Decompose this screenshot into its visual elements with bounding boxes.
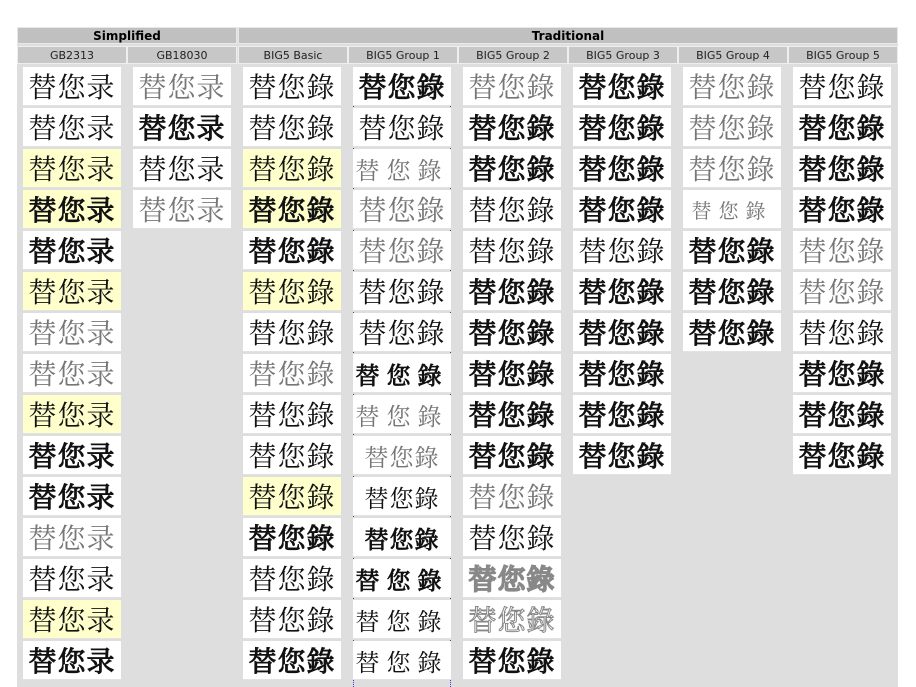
- font-sample[interactable]: 替您錄: [573, 67, 671, 106]
- font-sample[interactable]: 替您錄: [243, 313, 341, 352]
- font-sample[interactable]: 替您錄: [243, 231, 341, 270]
- font-sample[interactable]: 替您錄: [243, 559, 341, 598]
- font-sample[interactable]: 替您錄: [353, 67, 451, 106]
- font-sample[interactable]: 替您录: [23, 272, 121, 311]
- font-sample[interactable]: 替您录: [23, 436, 121, 475]
- font-sample[interactable]: 替您錄: [353, 108, 451, 147]
- font-sample[interactable]: 替您錄: [463, 67, 561, 106]
- font-sample[interactable]: 替您錄: [243, 641, 341, 680]
- font-sample[interactable]: 替您录: [23, 190, 121, 229]
- font-sample[interactable]: 替您錄: [463, 149, 561, 188]
- font-sample[interactable]: 替您錄: [243, 436, 341, 475]
- font-sample[interactable]: 替您錄: [463, 313, 561, 352]
- font-sample[interactable]: 替您錄: [243, 190, 341, 229]
- font-sample[interactable]: 替您錄: [353, 395, 451, 434]
- font-sample[interactable]: 替您錄: [793, 395, 891, 434]
- font-sample[interactable]: 替您录: [23, 67, 121, 106]
- font-sample[interactable]: 替您录: [23, 231, 121, 270]
- font-sample[interactable]: 替您錄: [573, 149, 671, 188]
- column-header-gb2313: GB2313: [17, 46, 127, 64]
- font-sample[interactable]: 替您錄: [573, 231, 671, 270]
- font-sample[interactable]: 替您录: [133, 149, 231, 188]
- font-sample[interactable]: 替您錄: [463, 477, 561, 516]
- font-sample[interactable]: 替您錄: [573, 395, 671, 434]
- font-sample[interactable]: 替您錄: [793, 272, 891, 311]
- font-sample[interactable]: 替您錄: [353, 272, 451, 311]
- font-sample[interactable]: 替您錄: [463, 354, 561, 393]
- font-sample[interactable]: 替您錄: [353, 641, 451, 680]
- font-sample[interactable]: 替您錄: [793, 313, 891, 352]
- font-sample[interactable]: 替您錄: [243, 395, 341, 434]
- font-sample[interactable]: 替您錄: [683, 313, 781, 352]
- font-sample[interactable]: 替您录: [23, 477, 121, 516]
- font-sample[interactable]: 替您錄: [463, 190, 561, 229]
- font-sample[interactable]: 替您录: [23, 108, 121, 147]
- font-sample[interactable]: 替您錄: [463, 272, 561, 311]
- font-sample[interactable]: 替您錄: [243, 272, 341, 311]
- column-header-gb18030: GB18030: [127, 46, 237, 64]
- font-sample[interactable]: 替您錄: [353, 149, 451, 188]
- column-header-big5-basic: BIG5 Basic: [238, 46, 348, 64]
- column-header-big5-group-4: BIG5 Group 4: [678, 46, 788, 64]
- font-sample[interactable]: 替您錄: [793, 190, 891, 229]
- font-sample[interactable]: 替您錄: [353, 559, 451, 598]
- font-sample[interactable]: 替您錄: [353, 231, 451, 270]
- font-sample[interactable]: 替您錄: [243, 354, 341, 393]
- font-sample[interactable]: 替您錄: [243, 149, 341, 188]
- font-sample[interactable]: 替您錄: [353, 600, 451, 639]
- font-comparison-table: [17, 27, 898, 687]
- font-sample[interactable]: 替您錄: [793, 108, 891, 147]
- column-header-big5-group-5: BIG5 Group 5: [788, 46, 898, 64]
- font-sample[interactable]: 替您录: [133, 108, 231, 147]
- font-sample[interactable]: 替您錄: [573, 354, 671, 393]
- font-sample[interactable]: 替您錄: [463, 518, 561, 557]
- font-sample[interactable]: 替您錄: [683, 231, 781, 270]
- font-sample[interactable]: 替您錄: [573, 313, 671, 352]
- font-sample[interactable]: 替您錄: [243, 67, 341, 106]
- font-sample[interactable]: 替您錄: [463, 559, 561, 598]
- font-sample[interactable]: 替您錄: [573, 436, 671, 475]
- font-sample[interactable]: 替您錄: [683, 272, 781, 311]
- font-sample[interactable]: 替您錄: [793, 354, 891, 393]
- font-sample[interactable]: 替您錄: [573, 272, 671, 311]
- font-sample[interactable]: 替您录: [23, 518, 121, 557]
- group-header-traditional: Traditional: [238, 27, 898, 44]
- font-sample[interactable]: 替您录: [23, 149, 121, 188]
- font-sample[interactable]: 替您錄: [573, 108, 671, 147]
- font-sample[interactable]: 替您录: [23, 641, 121, 680]
- font-sample[interactable]: 替您錄: [573, 190, 671, 229]
- font-sample[interactable]: 替您录: [23, 559, 121, 598]
- font-sample[interactable]: 替您录: [133, 67, 231, 106]
- font-sample[interactable]: 替您錄: [793, 436, 891, 475]
- font-sample[interactable]: 替您錄: [683, 108, 781, 147]
- column-header-big5-group-1: BIG5 Group 1: [348, 46, 458, 64]
- font-sample[interactable]: 替您录: [23, 600, 121, 639]
- column-big5-group-1: [353, 67, 451, 687]
- column-header-big5-group-2: BIG5 Group 2: [458, 46, 568, 64]
- font-sample[interactable]: 替您錄: [683, 67, 781, 106]
- font-sample[interactable]: 替您錄: [683, 190, 781, 229]
- font-sample[interactable]: 替您錄: [793, 231, 891, 270]
- group-header-simplified: Simplified: [17, 27, 237, 44]
- font-sample[interactable]: 替您录: [23, 395, 121, 434]
- font-sample[interactable]: 替您錄: [463, 436, 561, 475]
- font-sample[interactable]: 替您錄: [243, 600, 341, 639]
- font-sample[interactable]: 替您錄: [793, 67, 891, 106]
- font-sample[interactable]: 替您錄: [353, 477, 451, 516]
- font-sample[interactable]: 替您錄: [463, 641, 561, 680]
- font-sample[interactable]: 替您录: [23, 313, 121, 352]
- font-sample[interactable]: 替您錄: [353, 190, 451, 229]
- font-sample[interactable]: 替您錄: [353, 518, 451, 557]
- font-sample[interactable]: 替您录: [23, 354, 121, 393]
- font-sample[interactable]: 替您錄: [463, 108, 561, 147]
- font-sample[interactable]: 替您錄: [463, 231, 561, 270]
- font-sample[interactable]: 替您录: [133, 190, 231, 229]
- font-sample[interactable]: 替您錄: [243, 477, 341, 516]
- font-sample[interactable]: 替您錄: [463, 395, 561, 434]
- font-sample[interactable]: 替您錄: [793, 149, 891, 188]
- font-sample[interactable]: 替您錄: [243, 518, 341, 557]
- font-sample[interactable]: 替您錄: [463, 600, 561, 639]
- font-sample[interactable]: 替您錄: [353, 436, 451, 475]
- font-sample[interactable]: 替您錄: [353, 313, 451, 352]
- font-sample[interactable]: 替您錄: [683, 149, 781, 188]
- column-header-big5-group-3: BIG5 Group 3: [568, 46, 678, 64]
- font-sample[interactable]: 替您錄: [353, 354, 451, 393]
- font-sample[interactable]: 替您錄: [243, 108, 341, 147]
